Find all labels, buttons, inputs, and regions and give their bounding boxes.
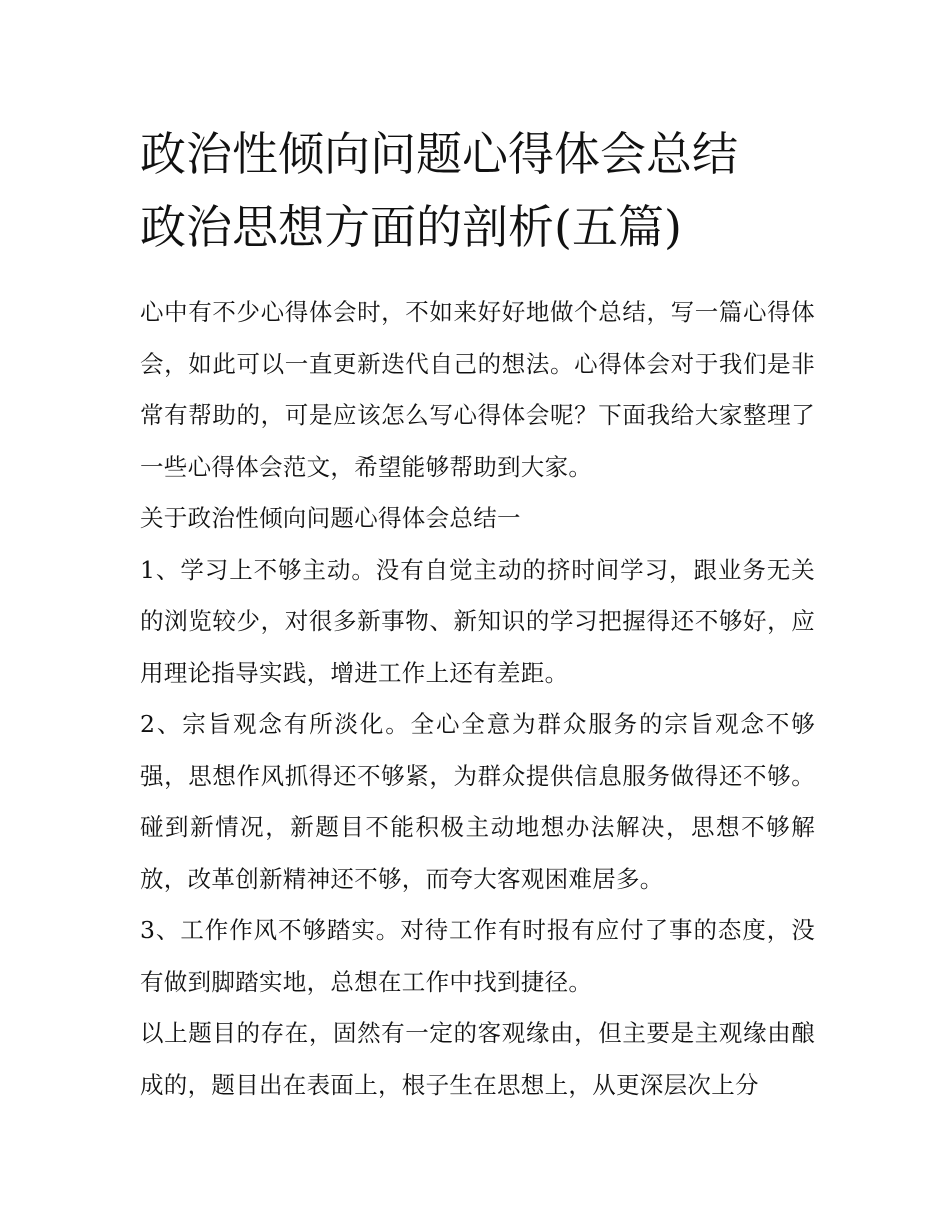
document-page [140,118,815,1111]
intro-paragraph: 心中有不少心得体会时，不如来好好地做个总结，写一篇心得体会，如此可以一直更新迭代自己的想法。心得体会对于我们是非常有帮助的，可是应该怎么写心得体会呢？下面我给大家整理了一些心得体会范文，希望能够帮助到大家。 [140,298,815,481]
point-1-paragraph: 1、学习上不够主动。没有自觉主动的挤时间学习，跟业务无关的浏览较少，对很多新事物、新知识的学习把握得还不够好，应用理论指导实践，增进工作上还有差距。 [140,555,815,687]
document-title [140,118,815,264]
point-2-paragraph: 2、宗旨观念有所淡化。全心全意为群众服务的宗旨观念不够强，思想作风抓得还不够紧，为群众提供信息服务做得还不够。碰到新情况，新题目不能积极主动地想办法解决，思想不够解放，改革创新精神还不够，而夸大客观困难居多。 [140,710,815,893]
analysis-paragraph: 以上题目的存在，固然有一定的客观缘由，但主要是主观缘由酿成的，题目出在表面上，根子生在思想上，从更深层次上分 [140,1019,815,1099]
section-heading: 关于政治性倾向问题心得体会总结一 [140,504,521,532]
title-line-1: 政治性倾向问题心得体会总结 [140,127,738,181]
document-body [140,287,815,1111]
title-line-2: 政治思想方面的剖析(五篇) [140,200,682,254]
point-3-paragraph: 3、工作作风不够踏实。对待工作有时报有应付了事的态度，没有做到脚踏实地，总想在工作中找到捷径。 [140,916,815,996]
